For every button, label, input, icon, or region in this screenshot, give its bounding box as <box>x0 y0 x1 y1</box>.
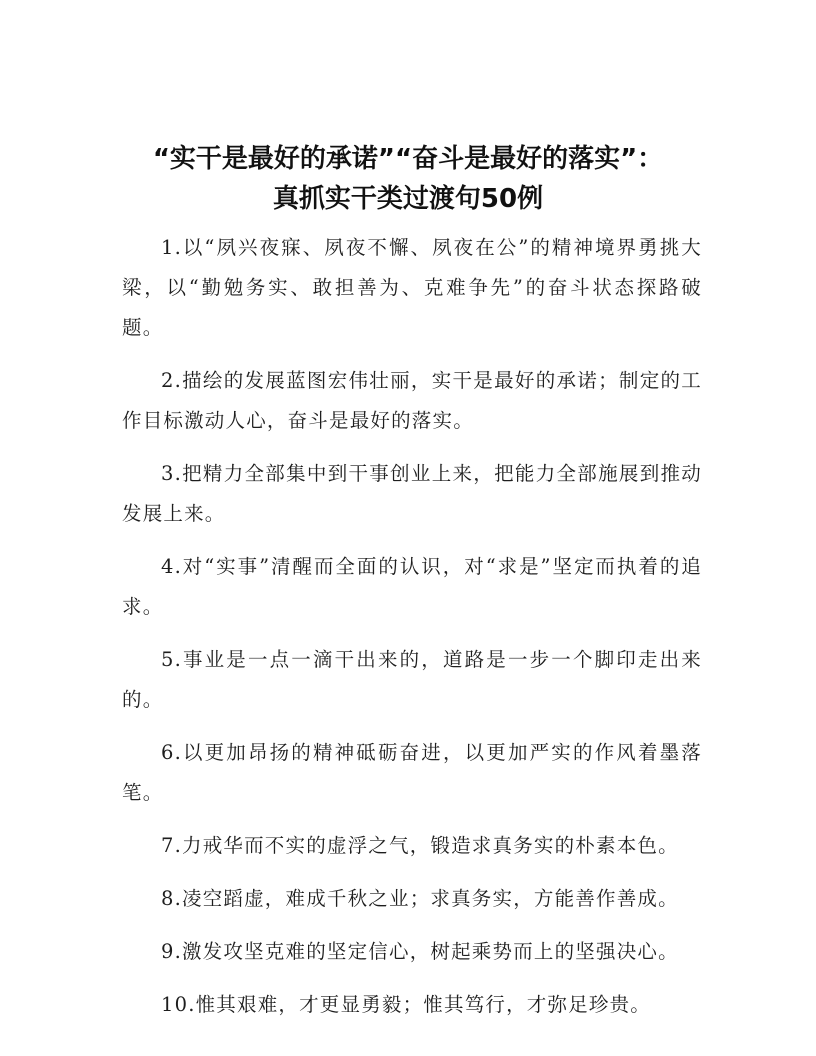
paragraph-7: 7.力戒华而不实的虚浮之气，锻造求真务实的朴素本色。 <box>161 834 679 857</box>
paragraph-4: 4.对“实事”清醒而全面的认识，对“求是”坚定而执着的追求。 <box>122 555 702 618</box>
document-title-line-1: “实干是最好的承诺”“奋斗是最好的落实”： <box>152 144 664 174</box>
document-title-line-2: 真抓实干类过渡句50例 <box>272 184 544 214</box>
paragraph-1: 1.以“夙兴夜寐、夙夜不懈、夙夜在公”的精神境界勇挑大梁，以“勤勉务实、敢担善为、克难争先”的奋斗状态探路破题。 <box>122 236 702 339</box>
document-body <box>122 228 702 1025</box>
paragraph-3: 3.把精力全部集中到干事创业上来，把能力全部施展到推动发展上来。 <box>122 462 702 525</box>
paragraph-9: 9.激发攻坚克难的坚定信心，树起乘势而上的坚强决心。 <box>161 940 679 963</box>
paragraph-8: 8.凌空蹈虚，难成千秋之业；求真务实，方能善作善成。 <box>161 887 679 910</box>
paragraph-10: 10.惟其艰难，才更显勇毅；惟其笃行，才弥足珍贵。 <box>161 993 652 1016</box>
paragraph-5: 5.事业是一点一滴干出来的，道路是一步一个脚印走出来的。 <box>122 648 702 711</box>
paragraph-2: 2.描绘的发展蓝图宏伟壮丽，实干是最好的承诺；制定的工作目标激动人心，奋斗是最好的落实。 <box>122 369 702 432</box>
paragraph-6: 6.以更加昂扬的精神砥砺奋进，以更加严实的作风着墨落笔。 <box>122 741 702 804</box>
